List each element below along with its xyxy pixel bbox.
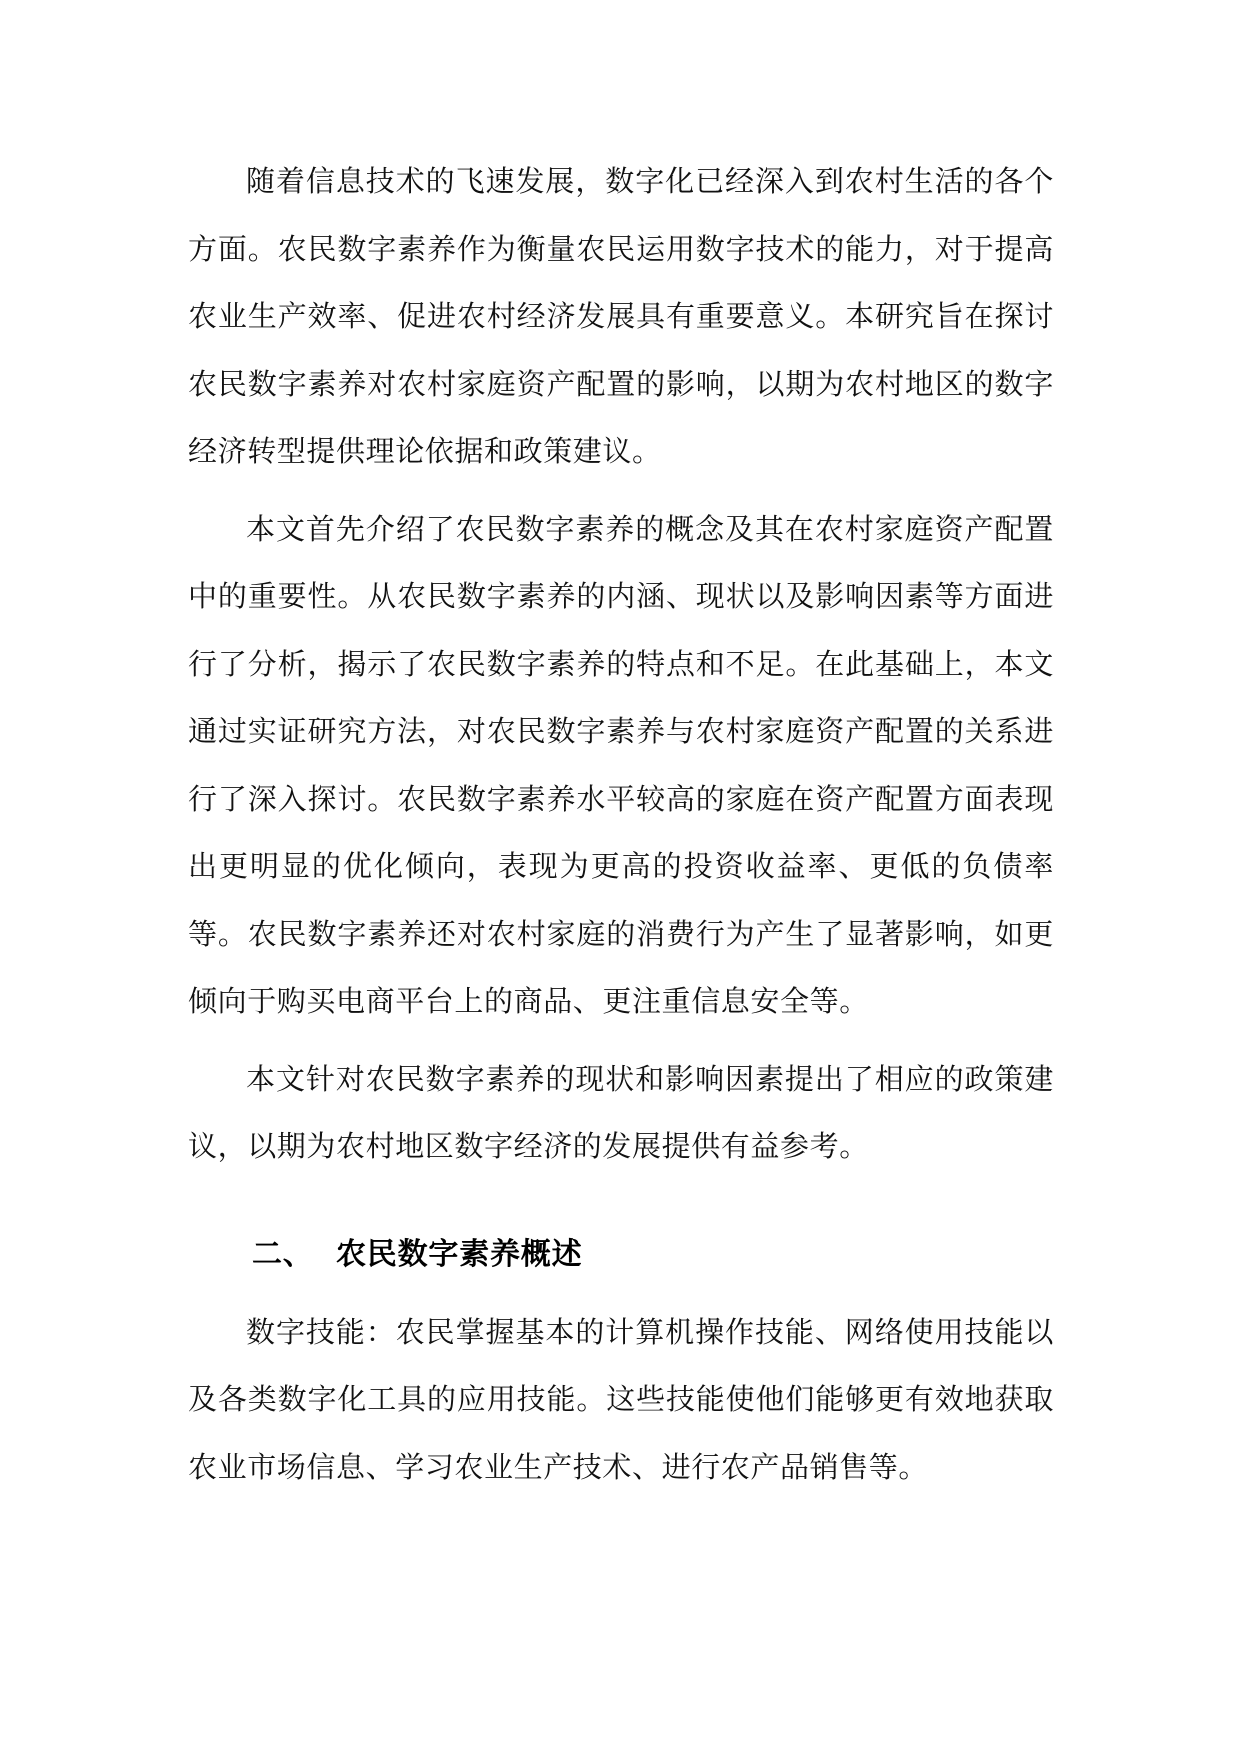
intro-paragraph-1: 随着信息技术的飞速发展，数字化已经深入到农村生活的各个方面。农民数字素养作为衡量农民运用数字技术的能力，对于提高农业生产效率、促进农村经济发展具有重要意义。本研究旨在探讨农民数字素养对农村家庭资产配置的影响，以期为农村地区的数字经济转型提供理论依据和政策建议。	[188, 164, 1054, 468]
section-title: 农民数字素养概述	[336, 1236, 583, 1272]
section-number: 二、	[252, 1236, 314, 1272]
section-paragraph-1: 数字技能：农民掌握基本的计算机操作技能、网络使用技能以及各类数字化工具的应用技能。这些技能使他们能够更有效地获取农业市场信息、学习农业生产技术、进行农产品销售等。	[188, 1314, 1054, 1484]
intro-paragraph-2: 本文首先介绍了农民数字素养的概念及其在农村家庭资产配置中的重要性。从农民数字素养的内涵、现状以及影响因素等方面进行了分析，揭示了农民数字素养的特点和不足。在此基础上，本文通过实证研究方法，对农民数字素养与农村家庭资产配置的关系进行了深入探讨。农民数字素养水平较高的家庭在资产配置方面表现出更明显的优化倾向，表现为更高的投资收益率、更低的负债率等。农民数字素养还对农村家庭的消费行为产生了显著影响，如更倾向于购买电商平台上的商品、更注重信息安全等。	[188, 511, 1054, 1018]
section-heading	[188, 1219, 1054, 1291]
intro-paragraph-3: 本文针对农民数字素养的现状和影响因素提出了相应的政策建议，以期为农村地区数字经济的发展提供有益参考。	[188, 1061, 1054, 1163]
document-body	[188, 148, 1054, 1511]
